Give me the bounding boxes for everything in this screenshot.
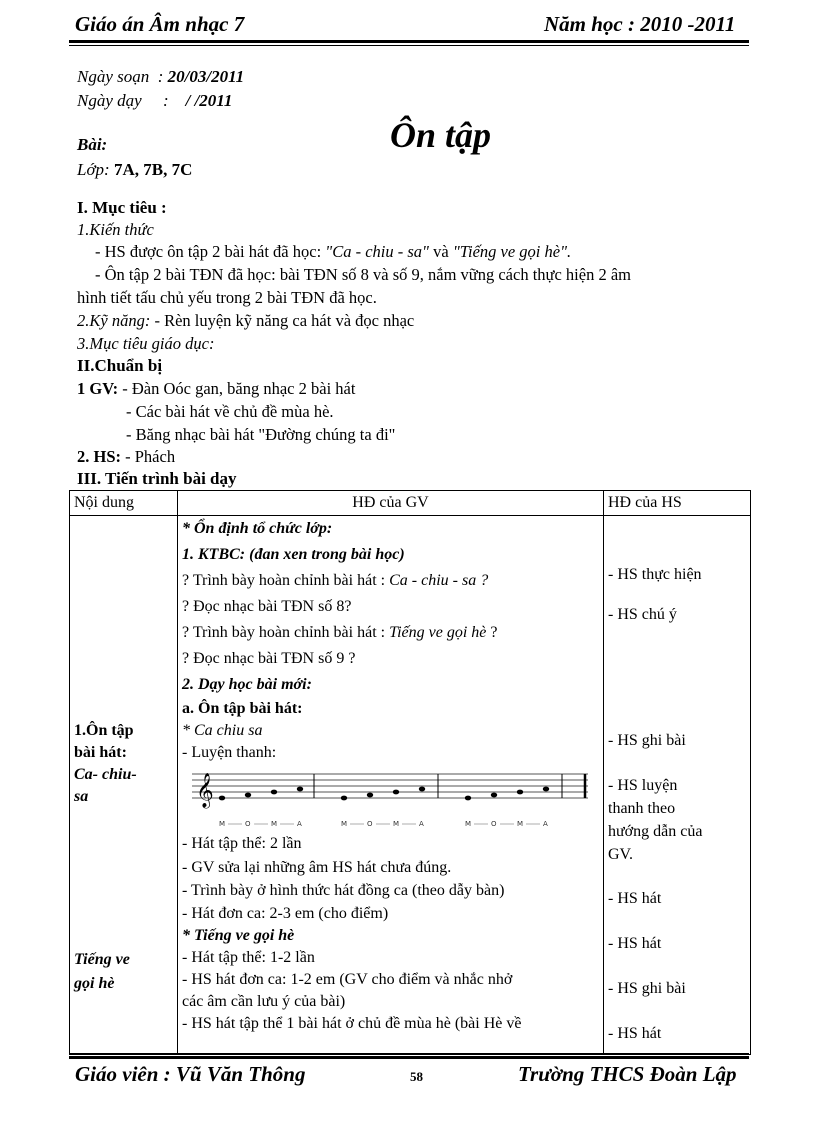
syllable-3: M	[271, 820, 278, 828]
gv-line-1: * Ổn định tổ chức lớp:	[182, 520, 333, 537]
gv-line-10: - Luyện thanh:	[182, 744, 277, 761]
hs-line-6: - HS hát	[608, 935, 662, 952]
syllable-6: O	[367, 820, 373, 828]
syllable-8: A	[419, 820, 424, 828]
table-row	[70, 516, 751, 1055]
student-prep	[77, 447, 175, 467]
header-school-year: Năm học : 2010 -2011	[544, 12, 736, 36]
gv-line-17: - HS hát đơn ca: 1-2 em (GV cho điểm và nhắc nhở	[182, 971, 513, 988]
teach-date-value: / /2011	[185, 91, 233, 110]
gv-line-11: - Hát tập thể: 2 lần	[182, 835, 302, 852]
conjunction: và	[428, 242, 453, 261]
gv-line-5-end: ?	[486, 624, 498, 641]
knowledge-bullet-2-cont: hình tiết tấu chủ yếu trong 2 bài TĐN đã học.	[77, 288, 377, 307]
syllable-9: M	[465, 820, 472, 828]
gv-line-19: - HS hát tập thể 1 bài hát ở chủ đề mùa hè (bài Hè về	[182, 1015, 522, 1032]
syllable-5: M	[341, 820, 348, 828]
note-3	[271, 790, 277, 795]
syllable-2: O	[245, 820, 251, 828]
topic-1-line-b: bài hát:	[74, 744, 127, 761]
vocal-warmup-staff	[192, 766, 592, 832]
gv-line-3-song: Ca - chiu - sa ?	[389, 572, 489, 589]
teacher-prep-1	[77, 379, 355, 399]
topic-1-line-d: sa	[74, 788, 89, 805]
knowledge-bullet-1	[95, 242, 571, 262]
note-5	[341, 796, 347, 801]
knowledge-subheading: 1.Kiến thức	[77, 220, 154, 239]
gv-line-9: * Ca chiu sa	[182, 722, 263, 739]
header-teacher: HĐ của GV	[178, 491, 604, 516]
header-rule-thin	[69, 45, 749, 46]
note-9	[465, 796, 471, 801]
hs-line-4d: GV.	[608, 846, 634, 863]
skills-text: - Rèn luyện kỹ năng ca hát và đọc nhạc	[150, 311, 415, 330]
student-activity-column	[604, 516, 751, 1055]
gv-line-5-song: Tiếng ve gọi hè	[389, 624, 487, 641]
class-line	[77, 160, 192, 180]
section-process-heading: III. Tiến trình bài dạy	[77, 469, 237, 488]
syllable-11: M	[517, 820, 524, 828]
hs-line-8: - HS hát	[608, 1025, 662, 1042]
gv-line-14: - Hát đơn ca: 2-3 em (cho điểm)	[182, 905, 389, 922]
gv-line-7: 2. Dạy học bài mới:	[182, 676, 312, 693]
knowledge-bullet-1-text: - HS được ôn tập 2 bài hát đã học:	[95, 242, 326, 261]
hs-line-4a: - HS luyện	[608, 777, 678, 794]
topic-2-line-a: Tiếng ve	[74, 951, 130, 968]
note-4	[297, 787, 303, 792]
header-subject: Giáo án Âm nhạc 7	[75, 12, 245, 36]
gv-line-5-text: ? Trình bày hoàn chỉnh bài hát :	[182, 624, 390, 641]
gv-line-12: - GV sửa lại những âm HS hát chưa đúng.	[182, 859, 452, 876]
student-prep-label: 2. HS:	[77, 447, 122, 466]
teacher-prep-label: 1 GV:	[77, 379, 119, 398]
hs-line-1: - HS thực hiện	[608, 566, 702, 583]
teacher-prep-text-1: - Đàn Oóc gan, băng nhạc 2 bài hát	[118, 379, 356, 398]
skills-line	[77, 311, 414, 331]
syllable-1: M	[219, 820, 226, 828]
content-column	[70, 516, 178, 1055]
skills-subheading: 2.Kỹ năng:	[77, 311, 151, 330]
syllable-10: O	[491, 820, 497, 828]
topic-1-line-c: Ca- chiu-	[74, 766, 137, 783]
syllable-7: M	[393, 820, 400, 828]
note-2	[245, 793, 251, 798]
teacher-prep-3: - Băng nhạc bài hát "Đường chúng ta đi"	[126, 425, 396, 444]
prep-date: Ngày soạn : 20/03/2011	[77, 67, 245, 86]
student-prep-text: - Phách	[121, 447, 176, 466]
lesson-label: Bài:	[77, 135, 108, 154]
footer-school: Trường THCS Đoàn Lập	[518, 1062, 737, 1086]
note-1	[219, 796, 225, 801]
topic-1-line-a: 1.Ôn tập	[74, 722, 134, 739]
footer-teacher: Giáo viên : Vũ Văn Thông	[75, 1062, 306, 1086]
header-rule	[69, 40, 749, 43]
header-content: Nội dung	[70, 491, 178, 516]
gv-line-4: ? Đọc nhạc bài TĐN số 8?	[182, 598, 352, 615]
section-preparation-heading: II.Chuẩn bị	[77, 356, 163, 375]
teacher-activity-column	[178, 516, 604, 1055]
gv-line-16: - Hát tập thể: 1-2 lần	[182, 949, 315, 966]
gv-line-8: a. Ôn tập bài hát:	[182, 700, 303, 717]
footer-rule	[69, 1056, 749, 1059]
table-header-row	[70, 491, 751, 516]
gv-line-15: * Tiếng ve gọi hè	[182, 927, 295, 944]
syllable-12: A	[543, 820, 548, 828]
hs-line-5: - HS hát	[608, 890, 662, 907]
education-subheading: 3.Mục tiêu giáo dục:	[77, 334, 215, 353]
header-student: HĐ của HS	[604, 491, 751, 516]
prep-date-label: Ngày soạn	[77, 67, 150, 86]
gv-line-3-text: ? Trình bày hoàn chỉnh bài hát :	[182, 572, 390, 589]
teacher-prep-2: - Các bài hát về chủ đề mùa hè.	[126, 402, 334, 421]
gv-line-3	[182, 568, 599, 594]
page-number: 58	[410, 1069, 423, 1084]
staff-lines	[192, 774, 588, 798]
hs-line-2: - HS chú ý	[608, 606, 677, 623]
topic-2-line-b: gọi hè	[74, 975, 115, 992]
footer-rule-thin	[69, 1053, 749, 1054]
hs-line-4c: hướng dẫn của	[608, 823, 703, 840]
teach-date-label: Ngày dạy	[77, 91, 142, 110]
gv-line-2: 1. KTBC: (đan xen trong bài học)	[182, 546, 405, 563]
note-12	[543, 787, 549, 792]
song-title-2: "Tiếng ve gọi hè".	[452, 242, 572, 261]
note-8	[419, 787, 425, 792]
section-objectives-heading: I. Mục tiêu :	[77, 198, 167, 217]
page-title: Ôn tập	[390, 115, 492, 155]
gv-line-6: ? Đọc nhạc bài TĐN số 9 ?	[182, 650, 356, 667]
treble-clef-icon: 𝄞	[196, 773, 214, 808]
class-value: 7A, 7B, 7C	[113, 160, 193, 179]
syllable-4: A	[297, 820, 302, 828]
song-title-1: "Ca - chiu - sa"	[325, 242, 429, 261]
note-11	[517, 790, 523, 795]
gv-line-13: - Trình bày ở hình thức hát đồng ca (theo dẫy bàn)	[182, 882, 505, 899]
prep-date-value: 20/03/2011	[167, 67, 245, 86]
hs-line-3: - HS ghi bài	[608, 732, 686, 749]
note-10	[491, 793, 497, 798]
knowledge-bullet-2: - Ôn tập 2 bài TĐN đã học: bài TĐN số 8 và số 9, nắm vững cách thực hiện 2 âm	[95, 265, 631, 284]
class-label: Lớp:	[77, 160, 110, 179]
teach-date: Ngày dạy : / /2011	[77, 91, 233, 110]
lesson-table	[69, 490, 751, 1055]
hs-line-7: - HS ghi bài	[608, 980, 686, 997]
gv-line-18: các âm cần lưu ý của bài)	[182, 993, 346, 1010]
gv-line-5	[182, 620, 599, 646]
hs-line-4b: thanh theo	[608, 800, 676, 817]
note-7	[393, 790, 399, 795]
note-6	[367, 793, 373, 798]
